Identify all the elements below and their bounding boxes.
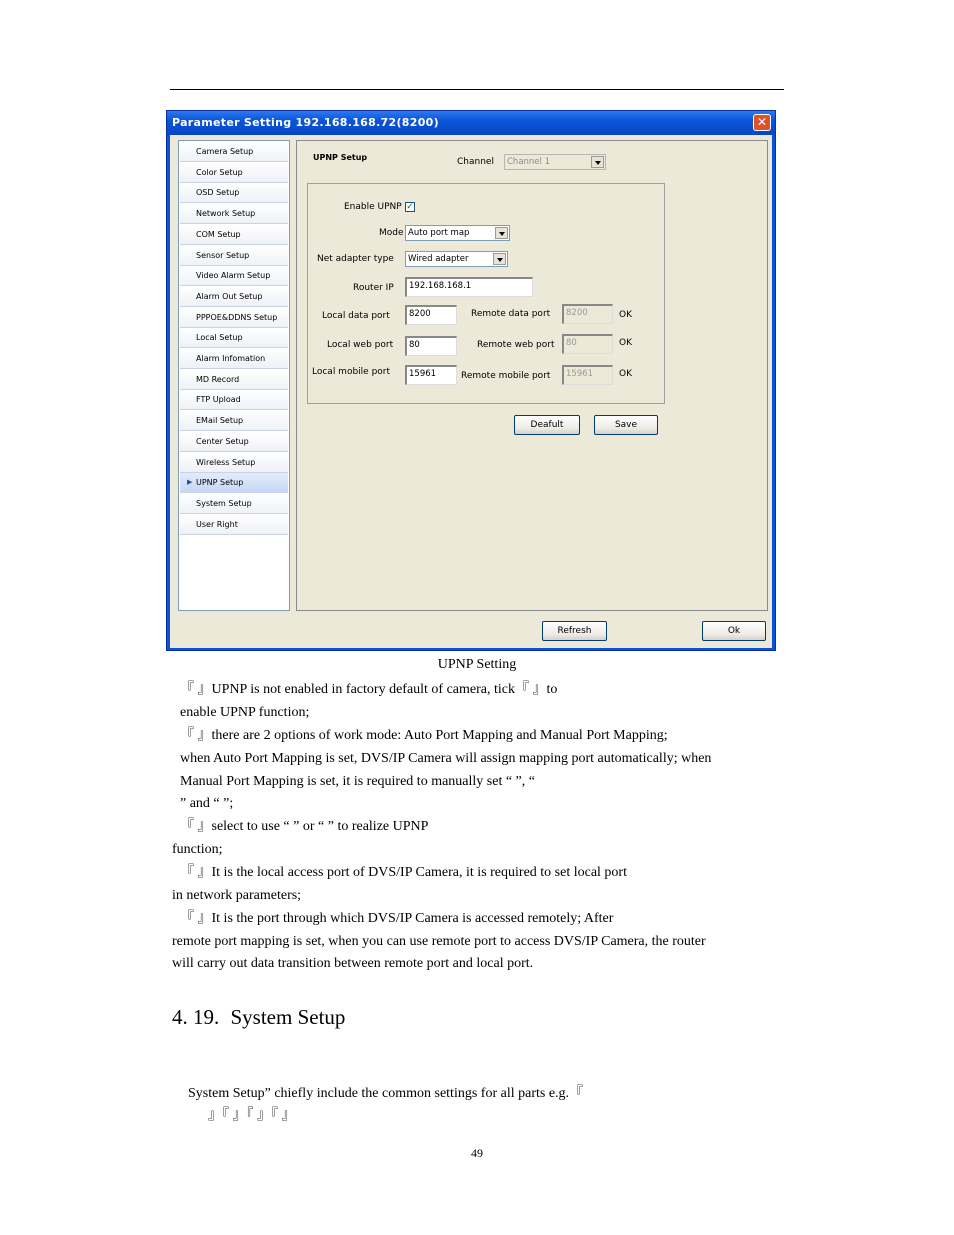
doc-line-2: enable UPNP function; [180,705,310,720]
sidebar-item-sensor-setup[interactable] [180,246,288,266]
header-rule [170,89,784,90]
sidebar-item-label: EMail Setup [196,416,244,426]
sidebar-item-ftp-upload[interactable] [180,390,288,410]
close-icon[interactable]: ✕ [753,114,771,131]
chevron-down-icon[interactable] [495,227,508,239]
sidebar-item-label: Local Setup [196,333,243,343]
chevron-down-icon[interactable] [493,253,506,265]
local-web-port-field[interactable] [405,336,457,356]
sidebar-item-label: User Right [196,519,238,529]
remote-mobile-port-value: 15961 [566,369,594,379]
remote-web-port-value: 80 [566,338,577,348]
mode-select-value: Auto port map [408,228,470,238]
local-data-port-value: 8200 [409,309,431,319]
remote-mobile-port-status: OK [619,369,632,379]
router-ip-label: Router IP [353,283,394,293]
sidebar-item-label: Center Setup [196,436,249,446]
adapter-type-select-value: Wired adapter [408,254,469,264]
sidebar-item-md-record[interactable] [180,370,288,390]
section-line-1: System Setup” chiefly include the common settings for all parts e.g.『 [188,1086,584,1101]
dialog-titlebar[interactable] [167,111,775,135]
sidebar-item-label: Color Setup [196,167,243,177]
chevron-down-icon[interactable] [591,156,604,168]
sidebar-item-video-alarm-setup[interactable] [180,266,288,286]
local-web-port-value: 80 [409,340,420,350]
sidebar-item-label: UPNP Setup [196,478,244,488]
doc-line-9: 『 』It is the local access port of DVS/IP Camera, it is required to set local port [180,865,627,880]
local-mobile-port-label: Local mobile port [312,367,391,377]
sidebar-item-label: Video Alarm Setup [196,271,271,281]
sidebar-item-alarm-out-setup[interactable] [180,287,288,307]
local-mobile-port-field[interactable] [405,365,457,385]
sidebar-item-label: Wireless Setup [196,457,256,467]
mode-label: Mode [379,228,404,238]
channel-label: Channel [457,157,494,167]
remote-data-port-field [562,304,613,324]
parameter-setting-dialog [166,110,776,651]
sidebar-item-center-setup[interactable] [180,432,288,452]
doc-line-3: 『 』there are 2 options of work mode: Auto Port Mapping and Manual Port Mapping; [180,728,668,743]
sidebar-item-wireless-setup[interactable] [180,453,288,473]
save-button[interactable] [594,415,658,435]
sidebar-item-pppoe-ddns-setup[interactable] [180,308,288,328]
remote-data-port-value: 8200 [566,308,588,318]
refresh-button[interactable] [542,621,607,641]
remote-web-port-field [562,334,613,354]
sidebar-item-label: Alarm Infomation [196,354,266,363]
sidebar-item-local-setup[interactable] [180,328,288,348]
remote-web-port-label: Remote web port [477,340,555,350]
sidebar-item-label: COM Setup [196,229,241,239]
sidebar-item-email-setup[interactable] [180,411,288,431]
doc-line-1: 『 』UPNP is not enabled in factory default of camera, tick『 』to [180,682,558,697]
section-number: 4. 19. [172,1005,220,1029]
doc-line-10: in network parameters; [172,888,302,903]
default-button-label: Deafult [530,420,564,430]
local-mobile-port-value: 15961 [409,369,437,379]
sidebar-item-osd-setup[interactable] [180,183,288,203]
local-web-port-label: Local web port [327,340,394,350]
sidebar-item-network-setup[interactable] [180,204,288,224]
sidebar-item-upnp-setup[interactable] [180,473,288,493]
doc-line-11: 『 』It is the port through which DVS/IP Camera is accessed remotely; After [180,911,614,926]
save-button-label: Save [614,420,638,430]
router-ip-value: 192.168.168.1 [409,281,472,291]
ok-button-label: Ok [727,626,741,636]
page-number: 49 [471,1146,483,1160]
sidebar-item-label: FTP Upload [196,395,241,405]
enable-upnp-label: Enable UPNP [344,202,402,212]
refresh-button-label: Refresh [557,626,592,636]
adapter-type-select[interactable] [405,251,508,267]
sidebar-item-color-setup[interactable] [180,163,288,183]
channel-select[interactable] [504,154,606,170]
remote-mobile-port-field [562,365,613,385]
section-title: System Setup [230,1005,346,1029]
sidebar-item-com-setup[interactable] [180,225,288,245]
doc-line-7: 『 』select to use “ ” or “ ” to realize UPNP [180,819,429,834]
sidebar-item-label: Sensor Setup [196,250,250,260]
sidebar-item-label: PPPOE&DDNS Setup [196,312,278,322]
doc-line-5: Manual Port Mapping is set, it is required to manually set “ ”, “ [180,774,535,789]
mode-select[interactable] [405,225,510,241]
doc-line-12: remote port mapping is set, when you can use remote port to access DVS/IP Camera, the router [172,934,706,949]
section-heading [172,1005,345,1030]
sidebar-item-label: OSD Setup [196,188,240,198]
dialog-title: Parameter Setting 192.168.168.72(8200) [172,116,439,129]
dialog-client-area [170,135,772,648]
local-data-port-label: Local data port [322,311,390,321]
figure-caption: UPNP Setting [437,657,517,672]
sidebar-item-alarm-infomation[interactable] [180,349,288,369]
sidebar-item-system-setup[interactable] [180,494,288,514]
adapter-type-label: Net adapter type [317,254,394,264]
settings-sidebar [178,140,290,611]
remote-data-port-status: OK [619,310,632,320]
default-button[interactable] [514,415,580,435]
remote-data-port-label: Remote data port [471,309,551,319]
sidebar-item-label: MD Record [196,374,240,384]
panel-title: UPNP Setup [313,153,368,162]
checkmark-icon: ✓ [406,202,414,212]
sidebar-item-label: System Setup [196,498,252,508]
sidebar-item-camera-setup[interactable] [180,142,288,162]
router-ip-field[interactable] [405,277,533,297]
doc-line-8: function; [172,842,223,857]
channel-select-value: Channel 1 [507,157,551,167]
section-line-2: 』『 』『 』『 』 [208,1108,296,1123]
local-data-port-field[interactable] [405,305,457,325]
upnp-group-box [307,183,665,404]
doc-line-13: will carry out data transition between remote port and local port. [172,956,534,971]
doc-line-4: when Auto Port Mapping is set, DVS/IP Camera will assign mapping port automatically; when [180,751,712,766]
remote-web-port-status: OK [619,338,632,348]
triangle-right-icon: ▶ [187,478,193,487]
remote-mobile-port-label: Remote mobile port [461,371,551,381]
doc-line-6: ” and “ ”; [180,796,234,811]
sidebar-item-label: Alarm Out Setup [196,291,263,301]
sidebar-item-label: Network Setup [196,209,256,219]
enable-upnp-checkbox[interactable] [405,202,415,212]
sidebar-item-user-right[interactable] [180,515,288,535]
sidebar-item-label: Camera Setup [196,147,254,156]
ok-button[interactable] [702,621,766,641]
